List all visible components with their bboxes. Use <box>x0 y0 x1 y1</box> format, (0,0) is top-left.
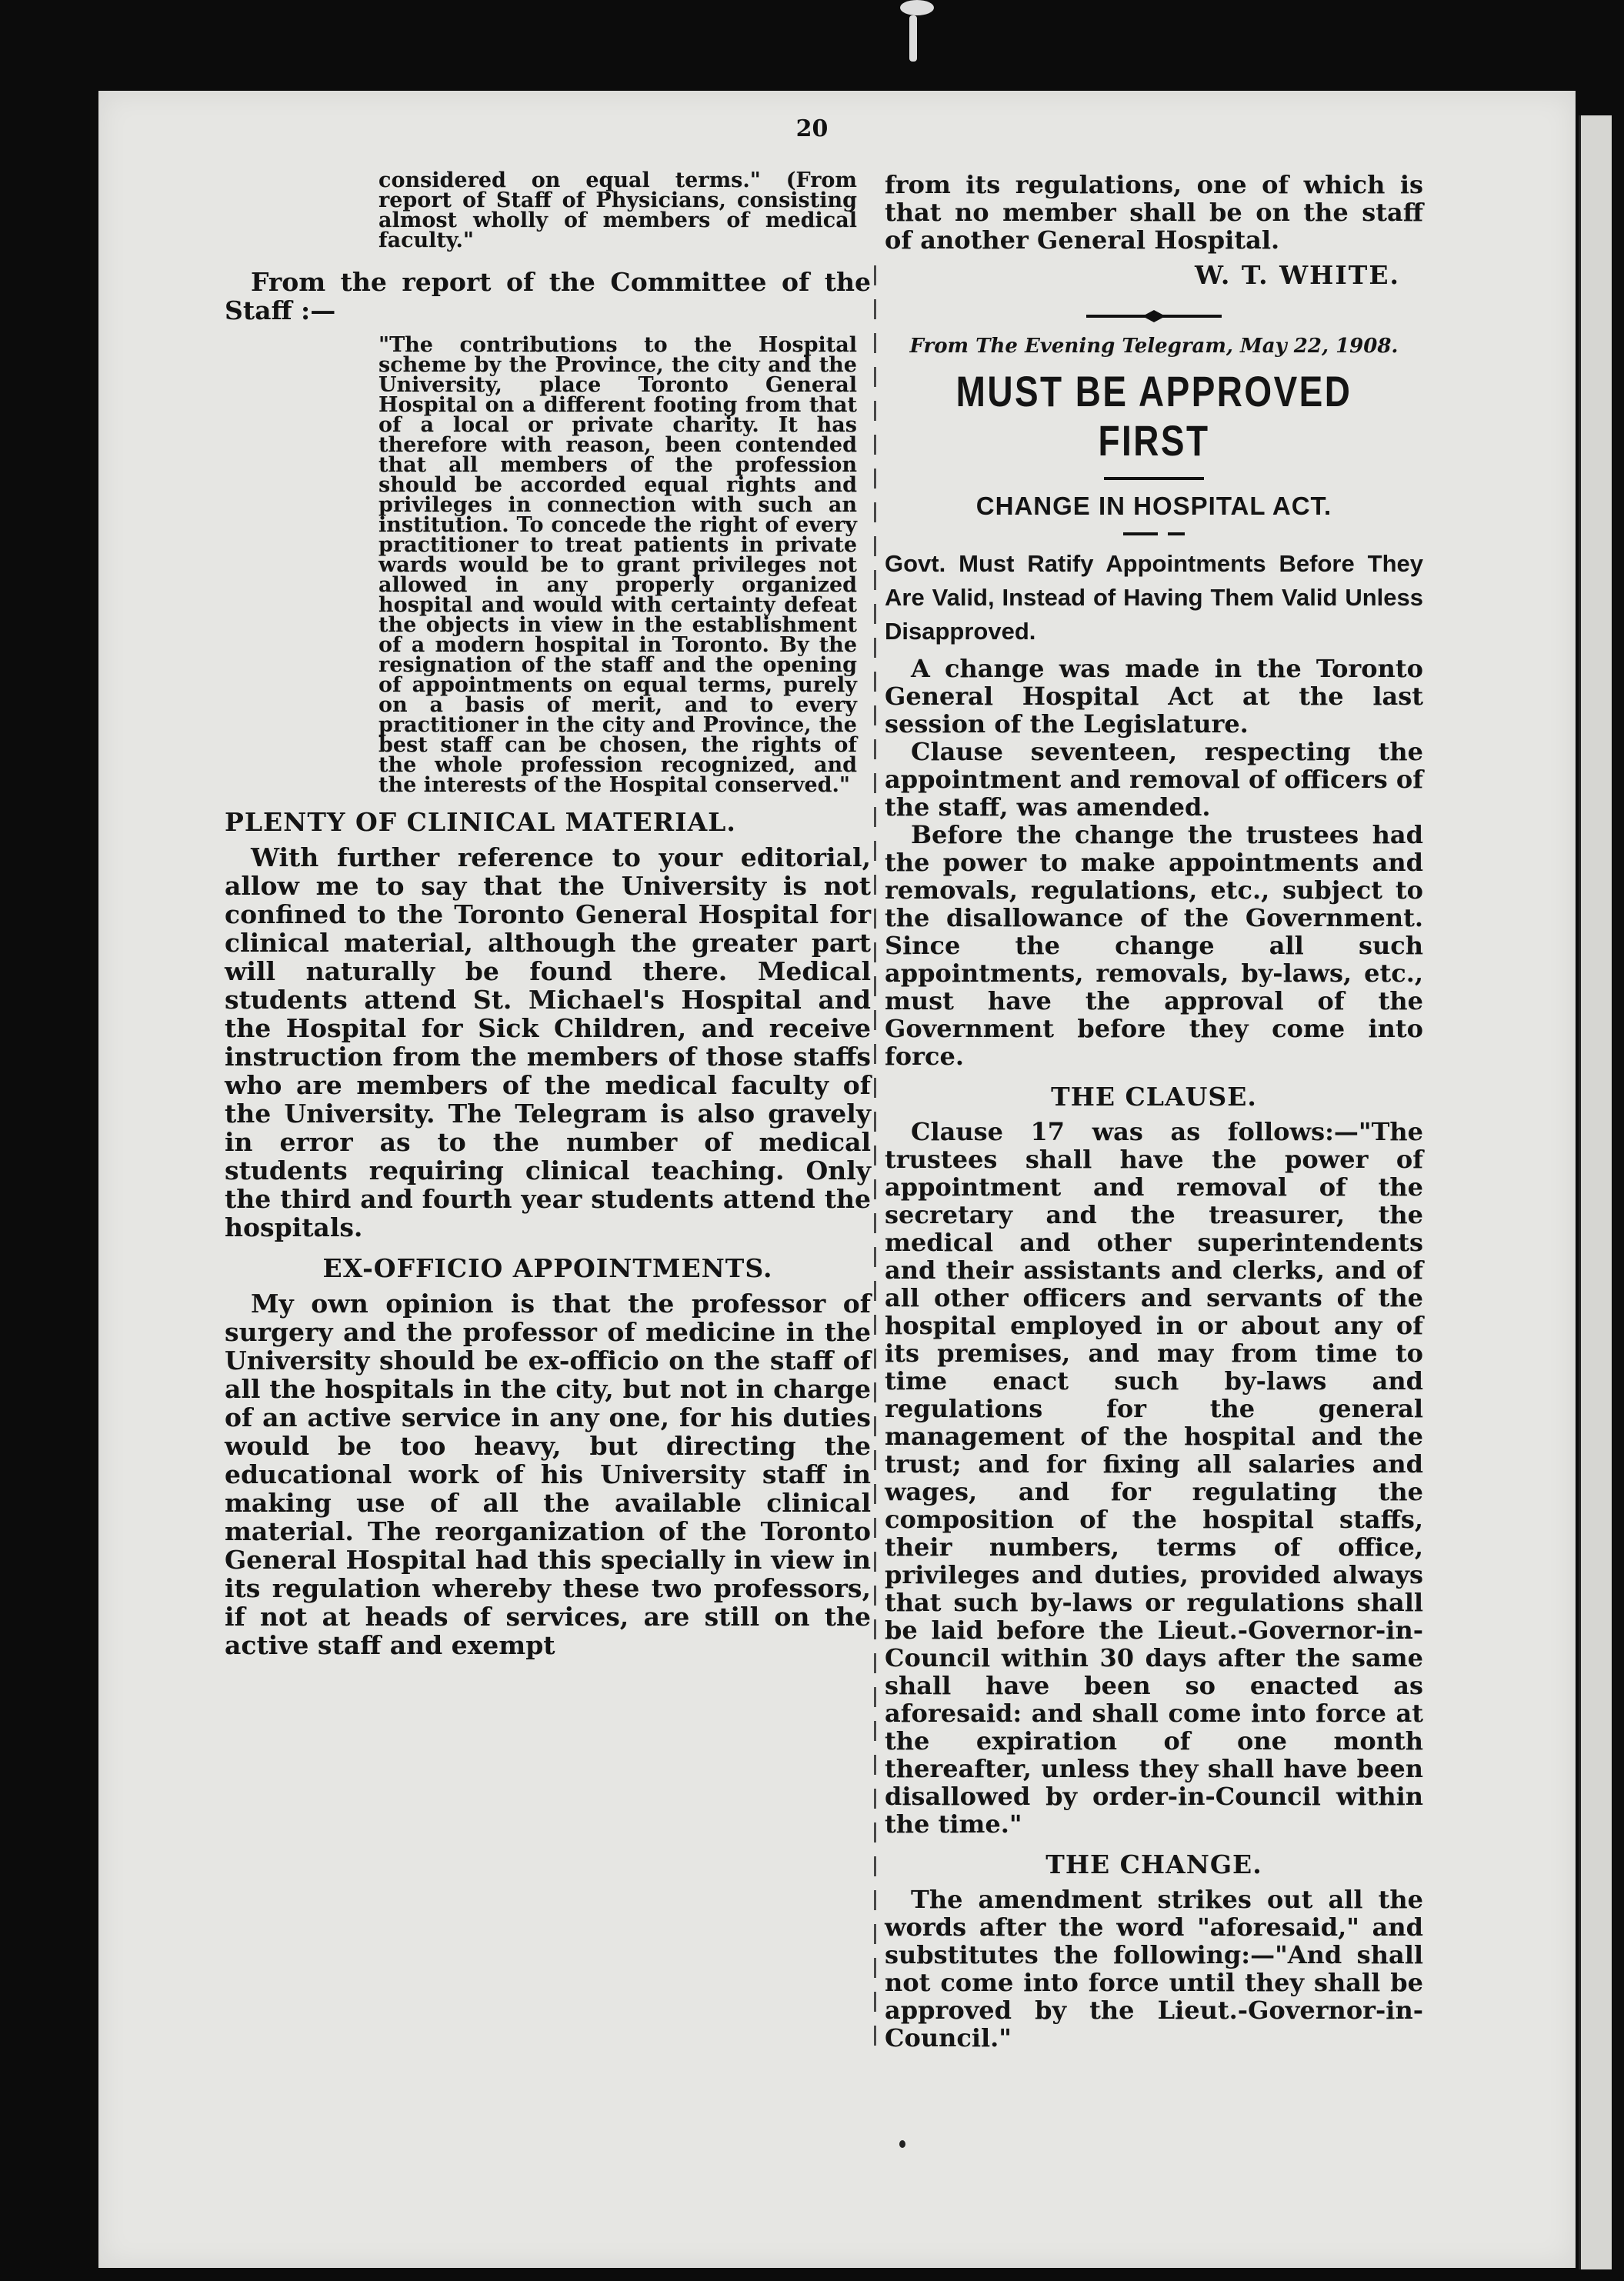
right-column <box>885 171 1423 2052</box>
ornamental-dash-icon <box>1085 308 1223 324</box>
signature: W. T. WHITE. <box>1194 260 1400 290</box>
subhead-rule <box>1123 532 1185 536</box>
letter-continuation: from its regulations, one of which is that no member shall be on the staff of another General Hospital. <box>885 170 1423 255</box>
heading-the-change: THE CHANGE. <box>1045 1849 1262 1879</box>
heading-ex-officio: EX-OFFICIO APPOINTMENTS. <box>322 1253 773 1283</box>
headline-rule <box>1104 476 1204 481</box>
source-line: From The Evening Telegram, May 22, 1908. <box>909 335 1399 358</box>
heading-clinical-material: PLENTY OF CLINICAL MATERIAL. <box>225 807 736 837</box>
adjacent-page-edge <box>1579 115 1612 2269</box>
paragraph-change-made: A change was made in the Toronto General Hospital Act at the last session of the Legislature. <box>885 654 1423 739</box>
deck: Govt. Must Ratify Appointments Before They Are Valid, Instead of Having Them Valid Unless Disapproved. <box>885 550 1423 645</box>
subheadline: CHANGE IN HOSPITAL ACT. <box>975 492 1332 520</box>
heading-the-clause: THE CLAUSE. <box>1051 1082 1257 1112</box>
paragraph-clinical-material: With further reference to your editorial, allow me to say that the University is not confined to the Toronto General Hospital for clinical material, although the greater part will naturally be found there. Medical students attend St. Michael's Hospital and the Hospital for Sick Children, and receive instruction from the members of those staffs who are members of the medical faculty of the University. The Telegram is also gravely in error as to the number of medical students requiring clinical teaching. Only the third and fourth year students attend the hospitals. <box>225 842 871 1242</box>
committee-intro: From the report of the Committee of the Staff :— <box>225 267 871 325</box>
paragraph-clause-seventeen: Clause seventeen, respecting the appointment and removal of officers of the staff, was amended. <box>885 737 1423 822</box>
committee-quote: "The contributions to the Hospital scheme by the Province, the city and the University, place Toronto General Hospital on a different footing from that of a local or private charity. It has therefore with reason, been contended that all members of the profession should be accorded equal rights and privileges in connection with such an institution. To concede the right of every practitioner to treat patients in private wards would be to grant privileges not allowed in any properly organized hospital and would with certainty defeat the objects in view in the establishment of a modern hospital in Toronto. By the resignation of the staff and the opening of appointments on equal terms, purely on a basis of merit, and to every practitioner in the city and Province, the best staff can be chosen, the rights of the whole profession recognized, and the interests of the Hospital conserved." <box>378 333 857 797</box>
film-speck <box>900 0 934 15</box>
paragraph-ex-officio: My own opinion is that the professor of surgery and the professor of medicine in the University should be ex-officio on the staff of all the hospitals in the city, but not in charge of an active service in any one, for his duties would be too heavy, but directing the educational work of his University staff in making use of all the available clinical material. The reorganization of the Toronto General Hospital had this specially in view in its regulation whereby these two professors, if not at heads of services, are still on the active staff and exempt <box>225 1289 871 1660</box>
paragraph-before-change: Before the change the trustees had the power to make appointments and removals, regulations, etc., subject to the disallowance of the Government. Since the change all such appointments, removals, by-laws, etc., must have the approval of the Government before they come into force. <box>885 820 1423 1071</box>
paragraph-clause-text: Clause 17 was as follows:—"The trustees shall have the power of appointment and removal of the secretary and the treasurer, the medical and other superintendents and their assistants and clerks, and of all other officers and servants of the hospital employed in or about any of its premises, and may from time to time enact such by-laws and regulations for the general management of the hospital and the trust; and for fixing all salaries and wages, and for regulating the composition of the hospital staffs, their numbers, terms of office, privileges and duties, provided always that such by-laws or regulations shall be laid before the Lieut.-Governor-in-Council within 30 days after the same shall have been so enacted as aforesaid: and shall come into force at the expiration of one month thereafter, unless they shall have been disallowed by order-in-Council within the time." <box>885 1117 1423 1839</box>
page-number: 20 <box>795 115 829 142</box>
paragraph-amendment: The amendment strikes out all the words after the word "aforesaid," and substitutes the following:—"And shall not come into force until they shall be approved by the Lieut.-Governor-in-Council." <box>885 1885 1423 2053</box>
left-column <box>225 168 871 1660</box>
film-speck <box>909 15 917 62</box>
column-divider <box>874 265 876 2050</box>
quote-top: considered on equal terms." (From report of Staff of Physicians, consisting almost wholly of members of medical faculty." <box>378 168 857 252</box>
headline: MUST BE APPROVED FIRST <box>955 367 1352 465</box>
ink-dot <box>899 2140 905 2148</box>
